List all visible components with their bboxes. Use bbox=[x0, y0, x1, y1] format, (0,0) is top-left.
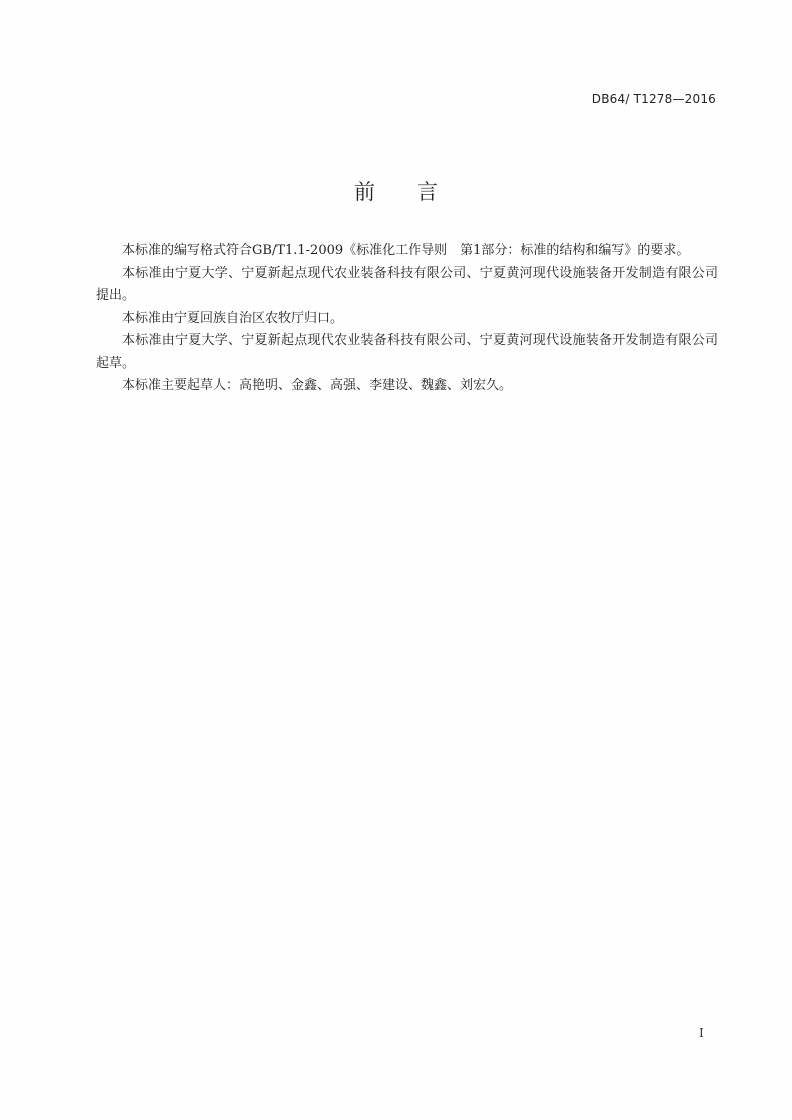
paragraph-proposed-by: 本标准由宁夏大学、宁夏新起点现代农业装备科技有限公司、宁夏黄河现代设施装备开发制造有限公司提出。 bbox=[96, 265, 718, 303]
standard-code: DB64/ T1278—2016 bbox=[591, 92, 716, 106]
paragraph-drafted-by: 本标准由宁夏大学、宁夏新起点现代农业装备科技有限公司、宁夏黄河现代设施装备开发制造有限公司起草。 bbox=[96, 333, 718, 371]
paragraph-format: 本标准的编写格式符合GB/T1.1-2009《标准化工作导则 第1部分：标准的结构和编写》的要求。 bbox=[122, 243, 690, 258]
page-title: 前言 bbox=[354, 180, 480, 204]
paragraph-centralized-by: 本标准由宁夏回族自治区农牧厅归口。 bbox=[122, 310, 344, 326]
paragraph-main-drafters: 本标准主要起草人：高艳明、金鑫、高强、李建设、魏鑫、刘宏久。 bbox=[122, 378, 513, 393]
foreword-body bbox=[96, 240, 718, 398]
page-number: I bbox=[699, 1026, 704, 1040]
